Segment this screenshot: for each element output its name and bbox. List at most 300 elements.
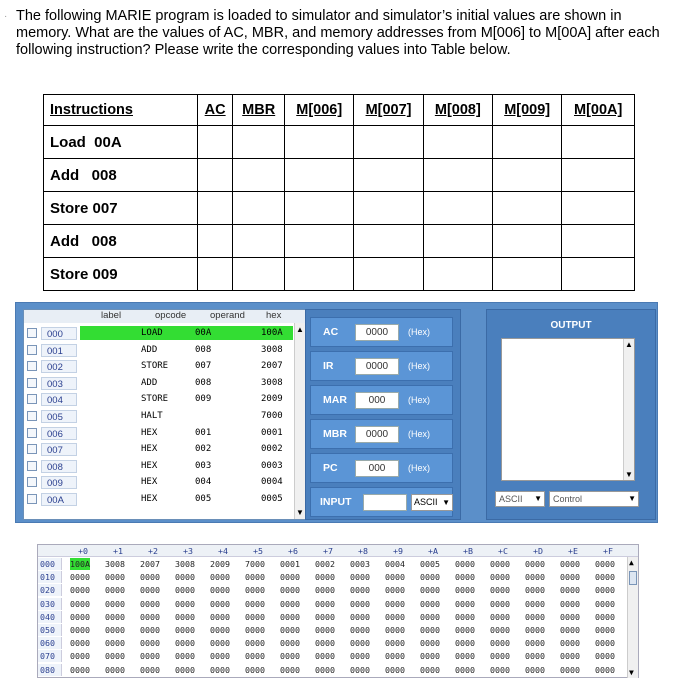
memory-cell: 100A: [70, 559, 90, 569]
program-opcode: ADD: [141, 377, 158, 388]
header-m009: M[009]: [493, 95, 562, 126]
hex-label: (Hex): [408, 327, 430, 337]
memory-cell: 0000: [420, 572, 440, 583]
input-field[interactable]: [363, 494, 407, 511]
answer-cell[interactable]: [562, 192, 635, 225]
output-title: OUTPUT: [550, 320, 592, 331]
memory-cell: 0000: [385, 664, 405, 675]
memory-address: 060: [38, 637, 62, 649]
control-value: Control: [553, 494, 583, 504]
answer-cell[interactable]: [285, 126, 354, 159]
scroll-up-icon[interactable]: ▲: [629, 558, 634, 567]
instruction-cell: Store 009: [44, 258, 198, 291]
marie-simulator: [15, 302, 658, 523]
memory-cell: 0000: [420, 585, 440, 596]
memory-cell: 0000: [245, 611, 265, 622]
memory-col-header: +7: [323, 546, 333, 556]
answer-cell[interactable]: [198, 258, 233, 291]
memory-cell: 0000: [140, 611, 160, 622]
program-address: 000: [41, 327, 77, 340]
memory-col-header: +E: [568, 546, 578, 556]
answer-cell[interactable]: [285, 258, 354, 291]
memory-col-header: +F: [603, 546, 613, 556]
memory-cell: 0000: [420, 598, 440, 609]
answer-cell[interactable]: [423, 225, 492, 258]
program-hex: 2009: [261, 394, 283, 405]
memory-cell: 0000: [280, 572, 300, 583]
answer-cell[interactable]: [562, 258, 635, 291]
memory-cell: 0000: [280, 625, 300, 635]
output-scrollbar[interactable]: [623, 339, 634, 480]
register-pc: [310, 453, 453, 483]
memory-cell: 0000: [385, 598, 405, 609]
memory-address: 080: [38, 664, 62, 676]
answer-cell[interactable]: [354, 258, 423, 291]
col-hex: hex: [266, 310, 282, 321]
memory-cell: 0000: [525, 611, 545, 622]
memory-cell: 0000: [420, 638, 440, 649]
header-m00a: M[00A]: [562, 95, 635, 126]
register-pc-label: PC: [323, 462, 338, 474]
memory-cell: 0000: [245, 651, 265, 662]
memory-row: [38, 611, 628, 624]
memory-cell: 0000: [455, 611, 475, 622]
program-row[interactable]: [24, 441, 307, 458]
instruction-cell: Add 008: [44, 225, 198, 258]
program-hex: 7000: [261, 411, 283, 421]
memory-row: [38, 598, 628, 611]
answer-cell[interactable]: [233, 192, 285, 225]
answer-cell[interactable]: [493, 225, 562, 258]
memory-cell: 0000: [595, 664, 615, 675]
chevron-down-icon: ▼: [628, 494, 636, 503]
answer-cell[interactable]: [354, 126, 423, 159]
program-opcode: ADD: [141, 344, 158, 355]
memory-cell: 0000: [595, 559, 615, 569]
hex-label: (Hex): [408, 395, 430, 405]
memory-cell: 0000: [455, 638, 475, 649]
program-hex: 100A: [261, 328, 283, 338]
scroll-up-icon[interactable]: ▲: [625, 340, 633, 349]
program-operand: 002: [195, 444, 212, 455]
breakpoint-checkbox[interactable]: [27, 428, 37, 438]
instruction-cell: Load 00A: [44, 126, 198, 159]
register-pc-value: 000: [355, 460, 399, 477]
memory-col-header: +B: [463, 546, 473, 556]
program-hex: 0004: [261, 477, 283, 488]
memory-cell: 0000: [560, 664, 580, 675]
answer-row: [44, 192, 635, 225]
chevron-down-icon: ▼: [442, 498, 450, 507]
memory-cell: 0000: [315, 572, 335, 583]
program-operand: 00A: [195, 328, 212, 338]
program-row[interactable]: [24, 408, 307, 425]
scroll-down-icon[interactable]: ▼: [629, 668, 634, 677]
memory-row: [38, 558, 628, 571]
answer-cell[interactable]: [493, 126, 562, 159]
answer-cell[interactable]: [423, 126, 492, 159]
memory-cell: 0000: [210, 572, 230, 583]
memory-cell: 3008: [105, 559, 125, 569]
program-opcode: HEX: [141, 444, 158, 455]
answer-cell[interactable]: [285, 192, 354, 225]
memory-cell: 0000: [245, 572, 265, 583]
program-address: 002: [41, 360, 77, 373]
answer-cell[interactable]: [423, 192, 492, 225]
program-address: 007: [41, 443, 77, 456]
program-address: 006: [41, 427, 77, 440]
register-ac-label: AC: [323, 326, 339, 338]
memory-row: [38, 624, 628, 637]
memory-cell: 0000: [455, 585, 475, 596]
memory-cell: 0000: [210, 664, 230, 675]
memory-cell: 0000: [140, 651, 160, 662]
header-instructions: Instructions: [44, 95, 198, 126]
program-address: 00A: [41, 493, 77, 506]
program-operand: 008: [195, 344, 212, 355]
memory-cell: 0000: [140, 625, 160, 635]
program-opcode: HEX: [141, 477, 158, 488]
memory-cell: 0000: [595, 625, 615, 635]
question-text: [4, 8, 666, 59]
memory-cell: 0000: [315, 585, 335, 596]
memory-cell: 0000: [280, 638, 300, 649]
memory-cell: 0001: [280, 559, 300, 569]
program-opcode: HEX: [141, 494, 158, 504]
memory-col-header: +3: [183, 546, 193, 556]
memory-col-header: +0: [78, 546, 88, 556]
memory-cell: 0000: [455, 559, 475, 569]
memory-cell: 0000: [175, 611, 195, 622]
input-mode-select[interactable]: [411, 494, 453, 511]
memory-address: 050: [38, 624, 62, 636]
instruction-cell: Add 008: [44, 159, 198, 192]
memory-cell: 0000: [525, 638, 545, 649]
program-opcode: STORE: [141, 394, 169, 405]
output-area[interactable]: [501, 338, 635, 481]
memory-cell: 0000: [525, 598, 545, 609]
memory-cell: 0000: [595, 572, 615, 583]
program-row[interactable]: [24, 325, 307, 342]
memory-cell: 0000: [70, 625, 90, 635]
memory-cell: 0000: [210, 625, 230, 635]
memory-cell: 0000: [455, 625, 475, 635]
memory-cell: 0000: [315, 598, 335, 609]
memory-address: 000: [38, 558, 62, 570]
memory-cell: 0000: [560, 625, 580, 635]
program-header: [24, 310, 305, 323]
program-panel: [23, 309, 306, 520]
header-mbr: MBR: [233, 95, 285, 126]
memory-cell: 0000: [490, 585, 510, 596]
memory-cell: 0000: [280, 651, 300, 662]
memory-cell: 0000: [175, 651, 195, 662]
program-hex: 3008: [261, 377, 283, 388]
breakpoint-checkbox[interactable]: [27, 411, 37, 421]
memory-cell: 0000: [140, 638, 160, 649]
program-row[interactable]: [24, 474, 307, 491]
memory-cell: 0000: [315, 638, 335, 649]
register-mar-label: MAR: [323, 394, 347, 406]
memory-cell: 0000: [455, 664, 475, 675]
memory-cell: 7000: [245, 559, 265, 569]
answer-cell[interactable]: [562, 126, 635, 159]
program-operand: 008: [195, 377, 212, 388]
program-address: 004: [41, 393, 77, 406]
breakpoint-checkbox[interactable]: [27, 461, 37, 471]
control-select[interactable]: [549, 491, 639, 507]
breakpoint-checkbox[interactable]: [27, 361, 37, 371]
answer-cell[interactable]: [198, 159, 233, 192]
program-address: 009: [41, 476, 77, 489]
memory-cell: 0000: [525, 559, 545, 569]
memory-cell: 0000: [175, 664, 195, 675]
program-scrollbar[interactable]: [294, 323, 305, 519]
register-ac-value: 0000: [355, 324, 399, 341]
memory-cell: 0000: [420, 651, 440, 662]
memory-cell: 0000: [595, 611, 615, 622]
scroll-up-icon[interactable]: ▲: [296, 325, 304, 334]
memory-cell: 0000: [490, 572, 510, 583]
memory-cell: 0000: [315, 611, 335, 622]
answer-cell[interactable]: [285, 225, 354, 258]
memory-col-header: +5: [253, 546, 263, 556]
answer-cell[interactable]: [233, 159, 285, 192]
answer-cell[interactable]: [354, 159, 423, 192]
answer-cell[interactable]: [423, 258, 492, 291]
memory-cell: 0000: [70, 598, 90, 609]
memory-cell: 0000: [70, 664, 90, 675]
program-row[interactable]: [24, 391, 307, 408]
registers-panel: [305, 309, 461, 520]
answer-row: [44, 258, 635, 291]
memory-cell: 0000: [105, 625, 125, 635]
memory-cell: 0000: [350, 664, 370, 675]
memory-cell: 0000: [455, 572, 475, 583]
register-ir-value: 0000: [355, 358, 399, 375]
memory-cell: 0000: [175, 585, 195, 596]
program-address: 003: [41, 377, 77, 390]
input-label: INPUT: [320, 496, 352, 508]
memory-cell: 0000: [490, 625, 510, 635]
program-hex: 0002: [261, 444, 283, 455]
answer-cell[interactable]: [233, 225, 285, 258]
answer-cell[interactable]: [354, 225, 423, 258]
program-opcode: LOAD: [141, 328, 163, 338]
input-mode-value: ASCII: [414, 497, 438, 507]
memory-col-header: +9: [393, 546, 403, 556]
memory-cell: 0000: [105, 611, 125, 622]
breakpoint-checkbox[interactable]: [27, 394, 37, 404]
memory-cell: 0000: [140, 664, 160, 675]
memory-cell: 0000: [455, 651, 475, 662]
memory-panel: [37, 544, 639, 678]
memory-cell: 0000: [420, 664, 440, 675]
program-hex: 0005: [261, 494, 283, 504]
memory-cell: 0000: [210, 638, 230, 649]
memory-cell: 0000: [385, 651, 405, 662]
memory-cell: 0000: [490, 559, 510, 569]
memory-cell: 0000: [385, 572, 405, 583]
memory-cell: 0000: [210, 611, 230, 622]
program-row[interactable]: [24, 375, 307, 392]
memory-row: [38, 571, 628, 584]
scroll-down-icon[interactable]: ▼: [296, 508, 304, 517]
answer-row: [44, 126, 635, 159]
answer-cell[interactable]: [493, 192, 562, 225]
memory-cell: 0000: [105, 598, 125, 609]
memory-cell: 0000: [70, 611, 90, 622]
memory-cell: 0000: [245, 598, 265, 609]
program-hex: 2007: [261, 361, 283, 372]
scroll-down-icon[interactable]: ▼: [625, 470, 633, 479]
memory-cell: 0005: [420, 559, 440, 569]
program-row[interactable]: [24, 458, 307, 475]
memory-cell: 0000: [245, 638, 265, 649]
memory-cell: 0000: [595, 598, 615, 609]
memory-scrollbar[interactable]: [627, 557, 638, 678]
scroll-thumb[interactable]: [629, 571, 637, 585]
memory-cell: 0000: [560, 651, 580, 662]
program-operand: 004: [195, 477, 212, 488]
memory-cell: 0000: [245, 664, 265, 675]
memory-row: [38, 650, 628, 663]
answer-cell[interactable]: [198, 225, 233, 258]
answer-cell[interactable]: [198, 126, 233, 159]
memory-cell: 0000: [385, 611, 405, 622]
header-m007: M[007]: [354, 95, 423, 126]
program-opcode: HALT: [141, 411, 163, 421]
program-operand: 009: [195, 394, 212, 405]
answer-cell[interactable]: [562, 225, 635, 258]
register-input: [310, 487, 453, 517]
breakpoint-checkbox[interactable]: [27, 477, 37, 487]
memory-cell: 0000: [560, 598, 580, 609]
memory-cell: 0000: [560, 638, 580, 649]
memory-cell: 0000: [210, 598, 230, 609]
register-mbr-value: 0000: [355, 426, 399, 443]
memory-cell: 0000: [595, 638, 615, 649]
register-ir-label: IR: [323, 360, 334, 372]
memory-cell: 0000: [105, 664, 125, 675]
memory-col-header: +8: [358, 546, 368, 556]
answer-cell[interactable]: [233, 258, 285, 291]
program-operand: 005: [195, 494, 212, 504]
answer-row: [44, 159, 635, 192]
memory-address: 040: [38, 611, 62, 623]
chevron-down-icon: ▼: [534, 494, 542, 503]
breakpoint-checkbox[interactable]: [27, 378, 37, 388]
output-mode-value: ASCII: [499, 494, 523, 504]
register-mbr: [310, 419, 453, 449]
register-mbr-label: MBR: [323, 428, 347, 440]
memory-header: [38, 545, 638, 557]
memory-cell: 0000: [280, 664, 300, 675]
hex-label: (Hex): [408, 463, 430, 473]
memory-cell: 0000: [420, 611, 440, 622]
program-row[interactable]: [24, 425, 307, 442]
program-address: 008: [41, 460, 77, 473]
memory-cell: 0000: [420, 625, 440, 635]
breakpoint-checkbox[interactable]: [27, 444, 37, 454]
memory-col-header: +C: [498, 546, 508, 556]
memory-cell: 0000: [350, 611, 370, 622]
memory-col-header: +A: [428, 546, 438, 556]
memory-cell: 0000: [210, 585, 230, 596]
memory-cell: 0000: [280, 611, 300, 622]
hex-label: (Hex): [408, 429, 430, 439]
program-hex: 0001: [261, 427, 283, 438]
answer-cell[interactable]: [423, 159, 492, 192]
memory-cell: 0004: [385, 559, 405, 569]
memory-cell: 3008: [175, 559, 195, 569]
register-ir: [310, 351, 453, 381]
program-opcode: HEX: [141, 427, 158, 438]
breakpoint-checkbox[interactable]: [27, 328, 37, 338]
memory-cell: 0000: [455, 598, 475, 609]
memory-cell: 0000: [350, 572, 370, 583]
col-label: label: [101, 310, 122, 321]
program-row[interactable]: [24, 358, 307, 375]
memory-cell: 0000: [280, 598, 300, 609]
memory-cell: 0000: [525, 625, 545, 635]
memory-cell: 0000: [385, 585, 405, 596]
memory-address: 030: [38, 598, 62, 610]
col-operand: operand: [210, 310, 245, 321]
answer-cell[interactable]: [493, 159, 562, 192]
memory-cell: 0000: [175, 625, 195, 635]
register-ac: [310, 317, 453, 347]
memory-cell: 0000: [105, 651, 125, 662]
answer-cell[interactable]: [285, 159, 354, 192]
memory-cell: 0002: [315, 559, 335, 569]
memory-row: [38, 584, 628, 597]
memory-cell: 0000: [175, 572, 195, 583]
memory-cell: 0000: [70, 585, 90, 596]
memory-row: [38, 637, 628, 650]
output-mode-select[interactable]: [495, 491, 545, 507]
breakpoint-checkbox[interactable]: [27, 345, 37, 355]
col-opcode: opcode: [155, 310, 187, 321]
memory-cell: 0000: [175, 598, 195, 609]
memory-cell: 0000: [560, 572, 580, 583]
answer-cell[interactable]: [493, 258, 562, 291]
program-operand: 007: [195, 361, 212, 372]
hex-label: (Hex): [408, 361, 430, 371]
memory-cell: 0000: [490, 611, 510, 622]
memory-row: [38, 664, 628, 677]
memory-cell: 0000: [525, 572, 545, 583]
memory-address: 020: [38, 584, 62, 596]
memory-col-header: +D: [533, 546, 543, 556]
memory-cell: 0000: [525, 664, 545, 675]
program-row[interactable]: [24, 342, 307, 359]
memory-cell: 0000: [175, 638, 195, 649]
answer-cell[interactable]: [198, 192, 233, 225]
breakpoint-checkbox[interactable]: [27, 494, 37, 504]
header-m008: M[008]: [423, 95, 492, 126]
program-row[interactable]: [24, 491, 307, 508]
answer-cell[interactable]: [233, 126, 285, 159]
memory-cell: 0000: [140, 598, 160, 609]
memory-cell: 0000: [560, 611, 580, 622]
program-address: 005: [41, 410, 77, 423]
memory-cell: 0000: [210, 651, 230, 662]
answer-cell[interactable]: [562, 159, 635, 192]
answer-cell[interactable]: [354, 192, 423, 225]
memory-cell: 0000: [315, 651, 335, 662]
program-hex: 0003: [261, 460, 283, 471]
